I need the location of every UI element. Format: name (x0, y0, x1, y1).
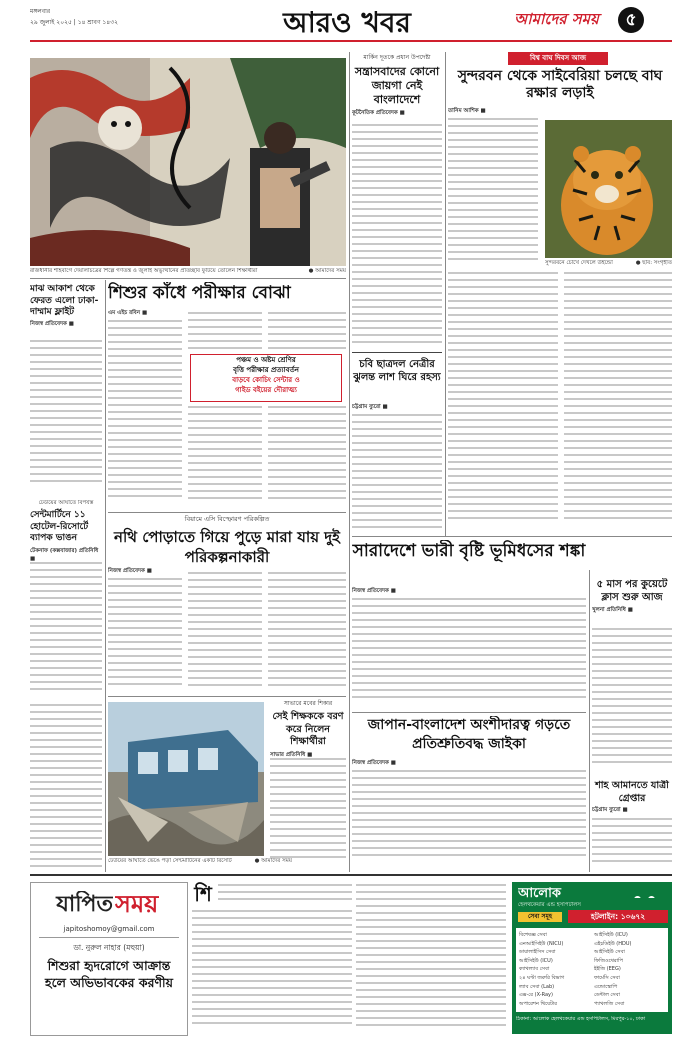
biam-byline: নিজস্ব প্রতিবেদক ■ (108, 568, 152, 574)
ad-service-item: আইসিইউ (ICU) (519, 957, 553, 964)
shah-amanat-headline: শাহ আমানতে যাত্রী গ্রেপ্তার (595, 780, 669, 804)
ad-service-item: ফিজিওথেরাপি (594, 957, 623, 964)
resort-photo (108, 702, 264, 856)
tiger-headline: সুন্দরবন থেকে সাইবেরিয়া চলছে বাঘ রক্ষার লড়াই (457, 68, 663, 101)
ad-brand: আলোক (518, 886, 561, 901)
pullquote-line2: বৃত্তি পরীক্ষার প্রত্যাবর্তন (233, 366, 299, 374)
facebook-icon[interactable] (634, 896, 641, 898)
tiger-photo-caption: সুন্দরবনে চোখে দেখলে উইন্ডো (545, 260, 613, 266)
resort-illustration (108, 702, 264, 856)
mural-caption: রাজধানীর শাহবাগে দেয়ালচিত্রের শিল্পে গণতন্ত্র ও জুলাই অভ্যুত্থানের প্রতিচ্ছবি ফুটিয়ে তোলেন শিক্ষার্থীরা (30, 268, 258, 274)
masthead-date: ২৯ জুলাই ২০২৫ | ১৪ শ্রাবণ ১৪৩২ (30, 19, 118, 26)
tiger-kicker: বিশ্ব বাঘ দিবস আজ (508, 52, 608, 65)
health-column (30, 882, 188, 1036)
ad-service-item: ক্যাথল্যাব সেবা (519, 966, 550, 973)
pullquote-line4: গাইড বইয়ের দৌরাত্ম্য (235, 386, 297, 394)
kuet-headline: ৫ মাস পর কুয়েটে ক্লাস শুরু আজ (596, 579, 668, 603)
saintmartin-headline: সেন্টমার্টিনে ১১ হোটেল-রিসোর্টে ব্যাপক ভাঙন (30, 510, 89, 543)
teacher-kicker: সাভারে মবের শিকার (283, 700, 333, 707)
article-saintmartin (30, 500, 102, 700)
health-brand-left: যাপিত (56, 892, 113, 917)
ad-services-right (594, 931, 666, 1008)
jica-headline: জাপান-বাংলাদেশ অংশীদারত্ব গড়তে প্রতিশ্রুতিবদ্ধ জাইকা (367, 717, 571, 752)
resort-caption: ঢেউয়ের আঘাতে ভেঙে পড়া সেন্টমার্টিনের একটি রিসোর্ট (108, 858, 232, 864)
paper-logo: আমাদের সময় (514, 10, 599, 28)
article-flight (30, 284, 102, 494)
rain-headline: সারাদেশে ভারী বৃষ্টি ভূমিধসের শঙ্কা (352, 541, 586, 561)
ad-service-item: বিশেষজ্ঞ সেবা (519, 932, 547, 938)
ad-address: ঠিকানা: আলোক হেলথকেয়ার এন্ড হসপিটালস, মিরপুর-১০, ঢাকা (516, 1016, 646, 1022)
article-rain (352, 540, 586, 710)
article-jica (352, 716, 586, 868)
ad-service-item: আইসিইউ সেবা (594, 949, 625, 956)
saintmartin-byline: টেকনাফ (কক্সবাজার) প্রতিনিধি ■ (30, 547, 99, 562)
pullquote-line3: বাড়বে কোচিং সেন্টার ও (232, 376, 300, 384)
article-byline-chobi: চট্টগ্রাম ব্যুরো ■ (352, 404, 388, 410)
page-number: ৫ (618, 7, 644, 33)
health-brand-right: সময় (115, 890, 159, 918)
ad-service-item: এইচডিইউ (HDU) (594, 940, 632, 947)
ad-hotline[interactable]: হটলাইন: ১০৬৭২ (568, 910, 668, 923)
health-author: ডা. নুরুল নাহার (মহুয়া) (73, 943, 145, 952)
shah-amanat-byline: চট্টগ্রাম ব্যুরো ■ (592, 807, 628, 813)
teacher-byline: সাভার প্রতিনিধি ■ (270, 751, 313, 758)
kuet-byline: খুলনা প্রতিনিধি ■ (592, 607, 633, 613)
article-headline-chobi: চবি ছাত্রদল নেত্রীর ঝুলন্ত লাশ ঘিরে রহস্য (353, 359, 441, 383)
masthead-day: মঙ্গলবার (30, 8, 51, 15)
mural-photo (30, 58, 346, 266)
tiger-body (448, 118, 538, 262)
mural-credit: ● আমাদের সময় (308, 268, 346, 274)
resort-credit: ● আমাদের সময় (254, 858, 292, 864)
article-biam (108, 514, 346, 694)
article-kuet (592, 578, 672, 774)
ad-service-item: আইসিইউ (ICU) (594, 932, 628, 938)
health-body-2 (356, 882, 506, 1034)
tiger-photo-credit: ● ছবি: সংগৃহীত (635, 260, 672, 266)
exam-pullquote (190, 354, 342, 402)
health-title: শিশুরা হৃদরোগে আক্রান্ত হলে অভিভাবকের করণীয় (45, 958, 173, 990)
ad-service-item: ডায়ালাইসিস সেবা (519, 949, 556, 956)
health-email[interactable]: japitoshomoy@gmail.com (63, 925, 155, 933)
flight-headline: মাঝ আকাশ থেকে ফেরত এলো ঢাকা-দাম্মাম ফ্লাইট (30, 284, 99, 317)
article-shah-amanat (592, 780, 672, 870)
youtube-icon[interactable] (648, 896, 655, 898)
article-body (352, 124, 442, 354)
ad-service-item: ডেন্টাল সেবা (594, 992, 620, 999)
tiger-body-cont (448, 272, 672, 534)
ad-service-item: ইইজি (EEG) (594, 966, 621, 973)
article-us-envoy (352, 52, 442, 534)
article-exam (108, 282, 346, 510)
article-teacher (270, 698, 346, 866)
jica-byline: নিজস্ব প্রতিবেদক ■ (352, 760, 396, 766)
article-headline: সন্ত্রাসবাদের কোনো জায়গা নেই বাংলাদেশে (354, 65, 440, 106)
ad-services (516, 928, 668, 1012)
ad-service-item: ২৪ ঘণ্টা জরুরি বিভাগ (519, 974, 565, 981)
ad-services-left (519, 931, 591, 1008)
article-byline: কূটনৈতিক প্রতিবেদক ■ (352, 110, 405, 116)
article-kicker: মার্কিন দূতকে প্রধান উপদেষ্টা (363, 54, 431, 61)
ad-service-item: এক্স-রে (X-Ray) (519, 992, 553, 999)
health-dropcap: শি (194, 882, 212, 906)
rain-byline: নিজস্ব প্রতিবেদক ■ (352, 588, 396, 594)
biam-headline: নথি পোড়াতে গিয়ে পুড়ে মারা যায় দুই পরিকল্পনাকারী (114, 528, 340, 566)
tiger-illustration (545, 120, 672, 258)
alok-ad (512, 882, 672, 1034)
section-title: আরও খবর (283, 6, 411, 39)
ad-service-item: ফার্মেসি সেবা (594, 974, 620, 981)
ad-service-item: এন্ডোস্কোপি (594, 983, 618, 990)
masthead (0, 0, 700, 44)
teacher-headline: সেই শিক্ষককে বরণ করে নিলেন শিক্ষার্থীরা (272, 711, 344, 747)
flight-byline: নিজস্ব প্রতিবেদক ■ (30, 320, 74, 327)
saintmartin-body-cont (30, 704, 102, 872)
ad-service-item: অপারেশন থিয়েটার (519, 1000, 558, 1007)
ad-service-item: এনআইসিইউ (NICU) (519, 940, 564, 947)
exam-byline: এম এইচ রবিন ■ (108, 310, 148, 316)
ad-service-item: ল্যাব সেবা (Lab) (519, 983, 555, 990)
article-body-chobi (352, 414, 442, 534)
exam-headline: শিশুর কাঁধে পরীক্ষার বোঝা (108, 283, 291, 303)
biam-kicker: বিয়ামে এসি বিস্ফোরণ পরিকল্পিত (184, 515, 270, 523)
ad-services-label: সেবা সমূহ (518, 912, 562, 922)
ad-service-item: প্যাথলজি সেবা (594, 1000, 625, 1007)
saintmartin-kicker: ঢেউয়ের আঘাতে বিপর্যস্ত (38, 500, 94, 506)
tiger-byline: তানিম আশিক ■ (448, 108, 486, 114)
health-body (192, 882, 352, 1034)
ad-social-icons (634, 888, 668, 898)
mural-illustration (30, 58, 346, 266)
pullquote-line1: পঞ্চম ও অষ্টম শ্রেণির (236, 356, 296, 364)
tiger-photo (545, 120, 672, 258)
ad-subtitle: হেলথকেয়ার এন্ড হসপিটালস (518, 902, 581, 908)
